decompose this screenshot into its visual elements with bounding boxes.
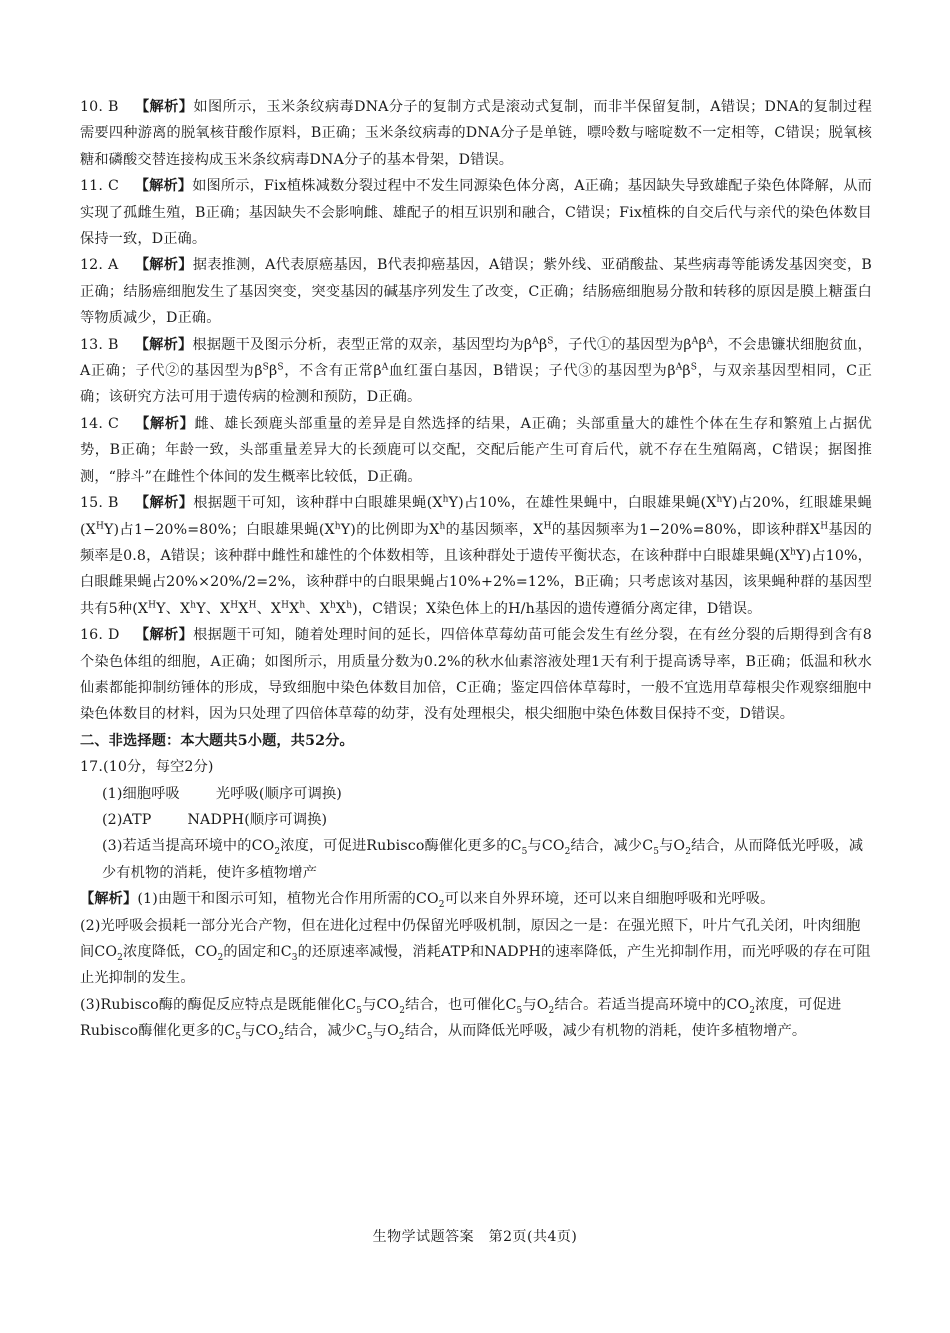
subscript: 2 <box>117 952 124 963</box>
superscript: H <box>820 520 829 531</box>
text-run: 与CO <box>362 996 400 1013</box>
text-run: Y、X <box>156 600 191 617</box>
subscript: 2 <box>564 847 571 858</box>
subscript: 5 <box>356 1005 363 1016</box>
superscript: A <box>691 335 699 346</box>
superscript: A <box>381 362 389 373</box>
text-run: 基因的频率是0.8，A错误；该种群中雌性和雄性的个体数相等，且该种群处于遗传平衡状态，在该种群中白眼雄果蝇(X <box>80 521 873 564</box>
answer-letter: D <box>108 627 120 644</box>
superscript: h <box>299 599 306 610</box>
superscript: S <box>690 362 698 373</box>
page-footer: 生物学试题答案 第2页(共4页) <box>372 1229 578 1245</box>
analysis-tag: 【解析】 <box>134 495 194 512</box>
superscript: h <box>334 520 341 531</box>
superscript: H <box>148 599 157 610</box>
superscript: h <box>346 599 353 610</box>
text-run: 与O <box>659 838 686 855</box>
answer-item-15 <box>80 490 872 622</box>
subscript: 5 <box>521 847 528 858</box>
answer-part: (1)细胞呼吸 <box>102 785 180 802</box>
text-run: 的还原速率减慢，消耗ATP和NADPH的速率降低，产生光抑制作用，而光呼吸的存在可阻止光抑制的发生。 <box>80 944 871 987</box>
text-run: β <box>538 336 548 353</box>
text-run: 结合，从而降低光呼吸，减少有机物的消耗，使许多植物增产。 <box>404 1023 807 1040</box>
answer-item-14 <box>80 411 872 490</box>
analysis-tag: 【解析】 <box>135 415 195 432</box>
text-run: β <box>269 363 278 380</box>
q17-answer-1 <box>80 781 872 807</box>
superscript: H <box>248 599 257 610</box>
text-run: 结合，也可催化C <box>405 996 517 1013</box>
text-run: (3)Rubisco酶的酶促反应特点是既能催化C <box>80 996 357 1013</box>
superscript: S <box>262 362 269 373</box>
text-run: 结合。若适当提高环境中的CO <box>554 996 750 1013</box>
text-run: β <box>682 363 691 380</box>
item-number: 11. <box>80 178 104 195</box>
text-run: X <box>335 600 347 617</box>
text-run: 的基因频率为1−20%=80%，即该种群X <box>551 521 821 538</box>
subscript: 5 <box>235 1032 242 1043</box>
text-run: 与O <box>372 1023 399 1040</box>
superscript: H <box>281 599 290 610</box>
analysis-text <box>80 337 872 406</box>
subscript: 2 <box>278 1032 285 1043</box>
text-run: Y)占1−20%=80%；白眼雄果蝇(X <box>103 521 335 538</box>
superscript: A <box>706 335 714 346</box>
analysis-text: 根据题干可知，随着处理时间的延长，四倍体草莓幼苗可能会发生有丝分裂，在有丝分裂的后期得到含有8个染色体组的细胞，A正确；如图所示，用质量分数为0.2%的秋水仙素溶液处理1天有利于提高诱导率，B正确；低温和秋水仙素都能抑制纺锤体的形成，导致细胞中染色体数目加倍，C正确；鉴定四倍体草莓时，一般不宜选用草莓根尖作观察细胞中染色体数目的材料，因为只处理了四倍体草莓的幼芽，没有处理根尖，根尖细胞中染色体数目保持不变，D错误。 <box>80 627 872 723</box>
text-run: ，不含有正常β <box>283 363 382 380</box>
superscript: h <box>790 547 797 558</box>
subscript: 2 <box>399 1005 406 1016</box>
analysis-text: 如图所示，玉米条纹病毒DNA分子的复制方式是滚动式复制，而非半保留复制，A错误；DNA的复制过程需要四种游离的脱氧核苷酸作原料，B正确；玉米条纹病毒的DNA分子是单链，嘌呤数与嘧啶数不一定相等，C错误；脱氧核糖和磷酸交替连接构成玉米条纹病毒DNA分子的基本骨架，D错误。 <box>80 99 872 168</box>
text-run: 与O <box>522 996 549 1013</box>
item-number: 10. <box>80 99 104 115</box>
analysis-text: 雌、雄长颈鹿头部重量的差异是自然选择的结果，A正确；头部重量大的雄性个体在生存和繁殖上占据优势，B正确；年龄一致，头部重量差异大的长颈鹿可以交配，交配后能产生可育后代，就不存在生殖隔离，C错误；据图推测，“脖斗”在雌性个体间的发生概率比较低，D正确。 <box>80 415 872 485</box>
subscript: 5 <box>653 847 660 858</box>
answer-item-11 <box>80 173 872 252</box>
text-run: (2)光呼吸会损耗一部分光合产物，但在进化过程中仍保留光呼吸机制，原因之一是：在强光照下，叶片气孔关闭，叶肉细胞间CO <box>80 917 861 960</box>
analysis-text: 据表推测，A代表原癌基因，B代表抑癌基因，A错误；紫外线、亚硝酸盐、某些病毒等能诱发基因突变，B正确；结肠癌细胞发生了基因突变，突变基因的碱基序列发生了改变，C正确；结肠癌细胞易分散和转移的原因是膜上糖蛋白等物质减少，D正确。 <box>80 257 872 327</box>
text-run: β <box>698 336 707 353</box>
subscript: 2 <box>398 1032 405 1043</box>
superscript: h <box>716 494 723 505</box>
item-number: 12. <box>80 257 104 274</box>
superscript: h <box>439 520 446 531</box>
superscript: S <box>547 335 554 346</box>
subscript: 2 <box>685 847 692 858</box>
text-run: 浓度，可促进Rubisco酶催化更多的C <box>280 838 522 855</box>
analysis-tag: 【解析】 <box>134 257 193 274</box>
analysis-text <box>80 495 872 617</box>
answer-letter: B <box>108 336 119 353</box>
analysis-tag: 【解析】 <box>134 627 194 644</box>
text-run: ，子代①的基因型为β <box>553 336 692 353</box>
subscript: 5 <box>516 1005 523 1016</box>
text-run: 可以来自外界环境，还可以来自细胞呼吸和光呼吸。 <box>444 891 775 908</box>
text-run: Y、X <box>196 600 231 617</box>
answer-item-10 <box>80 94 872 173</box>
text-run: 、X <box>305 600 330 617</box>
text-run: X <box>289 600 300 617</box>
answer-part: (2)ATP <box>102 811 152 828</box>
text-run: 的基因频率，X <box>445 521 544 538</box>
q17-analysis-1 <box>80 886 872 912</box>
analysis-tag: 【解析】 <box>134 99 194 115</box>
item-number: 13. <box>80 336 104 353</box>
text-run: 浓度，可促进Rubisco酶催化更多的C <box>80 996 842 1040</box>
text-run: (3)若适当提高环境中的CO <box>102 838 275 855</box>
text-run: ，不会患镰状细胞贫血，A正确；子代②的基因型为β <box>80 336 873 380</box>
subscript: 2 <box>438 900 445 911</box>
text-run: 结合，减少C <box>284 1023 367 1040</box>
section-title: 二、非选择题：本大题共5小题，共52分。 <box>80 732 354 749</box>
subscript: 2 <box>274 847 281 858</box>
superscript: S <box>277 362 284 373</box>
answer-letter: C <box>108 415 120 432</box>
text-run: 血红蛋白基因，B错误；子代③的基因型为β <box>388 363 676 380</box>
item-number: 14. <box>80 415 104 432</box>
superscript: h <box>442 494 449 505</box>
answer-item-13 <box>80 332 872 411</box>
text-run: ，与双亲基因型相同，C正确；该研究方法可用于遗传病的检测和预防，D正确。 <box>80 363 872 406</box>
answer-letter: B <box>108 99 119 115</box>
text-run: Y)占10%，在雄性果蝇中，白眼雄果蝇(X <box>448 495 717 512</box>
answer-letter: A <box>108 257 119 274</box>
answer-item-12 <box>80 252 872 331</box>
answer-letter: C <box>108 178 120 195</box>
subscript: 2 <box>548 1005 555 1016</box>
analysis-text: 如图所示，Fix植株减数分裂过程中不发生同源染色体分离，A正确；基因缺失导致雄配子染色体降解，从而实现了孤雌生殖，B正确；基因缺失不会影响雌、雄配子的相互识别和融合，C错误；Fix植株的自交后代与亲代的染色体数目保持一致，D正确。 <box>80 178 873 248</box>
analysis-tag: 【解析】 <box>134 336 193 353</box>
item-number: 15. <box>80 495 104 512</box>
text-run: 、X <box>256 600 282 617</box>
analysis-tag: 【解析】 <box>80 891 138 908</box>
superscript: H <box>230 599 239 610</box>
subscript: 2 <box>749 1005 756 1016</box>
text-run: 根据题干可知，该种群中白眼雄果蝇(X <box>193 495 443 512</box>
text-run: Y)占20%，红眼雄果蝇(X <box>80 495 872 538</box>
text-run: (1)由题干和图示可知，植物光合作用所需的CO <box>137 891 439 908</box>
text-run: 根据题干及图示分析，表型正常的双亲，基因型均为β <box>192 336 533 353</box>
text-run: Y)占10%，白眼雌果蝇占20%×20%/2=2%，该种群中的白眼果蝇占10%+2%=12%，B正确；只考虑该对基因，该果蝇种群的基因型共有5种(X <box>80 547 872 617</box>
answer-part: NADPH(顺序可调换) <box>187 811 328 828</box>
question-17-head: 17.(10分，每空2分) <box>80 759 214 776</box>
subscript: 3 <box>291 952 298 963</box>
text-run: 的固定和C <box>223 944 292 960</box>
text-run: )，C错误；X染色体上的H/h基因的遗传遵循分离定律，D错误。 <box>352 600 762 617</box>
answer-item-16 <box>80 622 872 728</box>
text-run: 浓度降低，CO <box>123 944 218 960</box>
item-number: 16. <box>80 627 104 644</box>
answer-letter: B <box>108 495 119 512</box>
subscript: 2 <box>217 952 224 963</box>
text-run: 与CO <box>527 838 565 855</box>
text-run: X <box>238 600 249 617</box>
superscript: h <box>329 599 336 610</box>
text-run: Y)的比例即为X <box>340 521 440 538</box>
q17-answer-3 <box>80 833 872 886</box>
analysis-tag: 【解析】 <box>134 178 193 195</box>
q17-analysis-3 <box>80 992 872 1045</box>
superscript: H <box>95 520 104 531</box>
text-run: 与CO <box>241 1023 279 1040</box>
subscript: 5 <box>366 1032 373 1043</box>
q17-answer-2 <box>80 807 872 833</box>
superscript: A <box>675 362 683 373</box>
answer-part: 光呼吸(顺序可调换) <box>215 785 342 802</box>
text-run: 结合，减少C <box>570 838 654 855</box>
q17-analysis-2 <box>80 913 872 992</box>
answer-content <box>80 94 872 1045</box>
text-run: 结合，从而降低光呼吸，减少有机物的消耗，使许多植物增产 <box>102 838 864 881</box>
superscript: A <box>532 335 539 346</box>
superscript: H <box>543 520 552 531</box>
superscript: h <box>190 599 197 610</box>
